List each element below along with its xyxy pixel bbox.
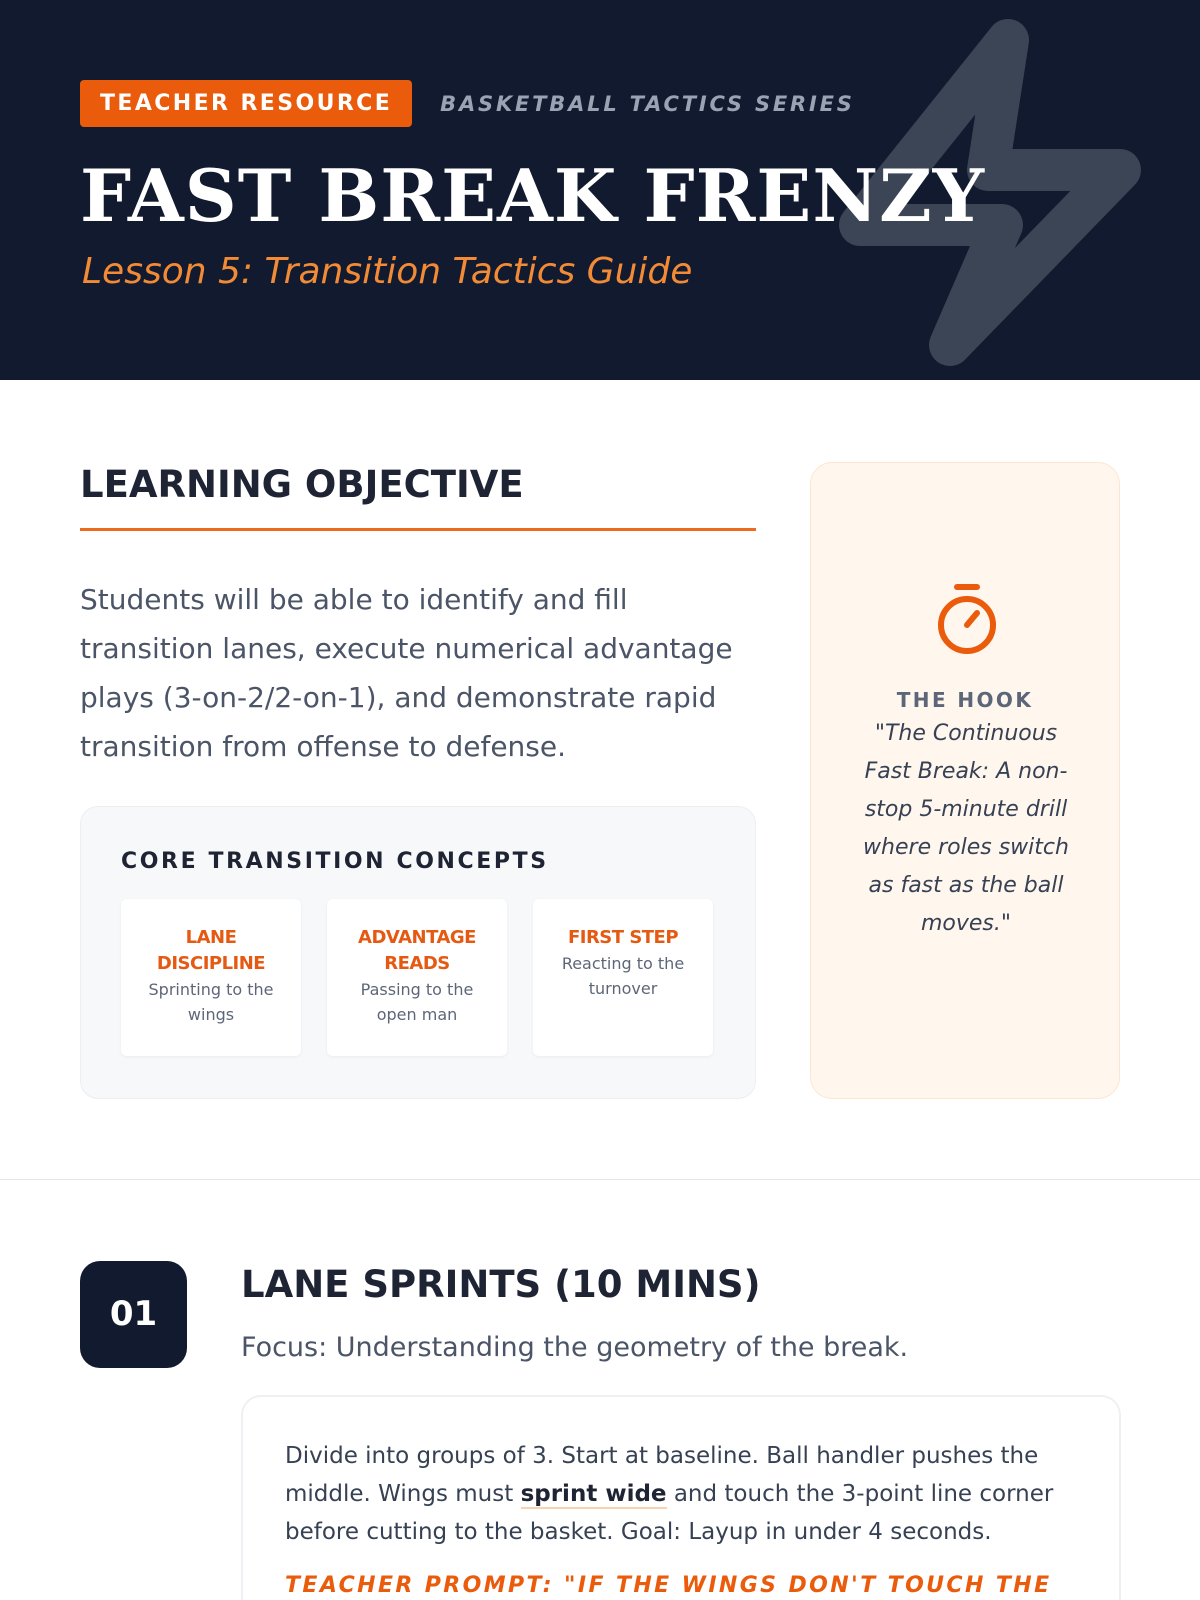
concept-name: LANE DISCIPLINE xyxy=(156,927,266,974)
concept-description: Reacting to the turnover xyxy=(561,954,685,998)
core-concepts-title: CORE TRANSITION CONCEPTS xyxy=(121,849,549,874)
concept-description: Passing to the open man xyxy=(360,980,474,1024)
stopwatch-icon xyxy=(935,581,999,657)
step-number-badge: 01 xyxy=(80,1261,187,1368)
section-divider xyxy=(0,1179,1200,1180)
learning-objective-heading: LEARNING OBJECTIVE xyxy=(80,462,756,531)
teacher-resource-badge: TEACHER RESOURCE xyxy=(80,80,412,127)
series-label: BASKETBALL TACTICS SERIES xyxy=(440,91,855,116)
concept-card-advantage-reads xyxy=(327,899,507,1056)
instructions-text-end: and touch the 3-point line corner before cutting to the basket. Goal: Layup in under 4 seconds. xyxy=(285,1481,1054,1545)
concept-description: Sprinting to the wings xyxy=(148,980,274,1024)
learning-objective-text: Students will be able to identify and fill transition lanes, execute numerical advantage plays (3-on-2/2-on-1), and demonstrate rapid transition from offense to defense. xyxy=(80,583,733,763)
hook-card xyxy=(810,462,1120,1099)
step-title: LANE SPRINTS (10 MINS) xyxy=(241,1263,761,1306)
instructions-text-start: Divide into groups of 3. Start at baseline. Ball handler pushes the middle. Wings must xyxy=(285,1443,1039,1507)
concept-name: ADVANTAGE READS xyxy=(358,927,476,974)
step-instructions xyxy=(285,1437,1079,1551)
header-banner xyxy=(0,0,1200,380)
concept-grid xyxy=(121,899,715,1056)
page-subtitle: Lesson 5: Transition Tactics Guide xyxy=(82,251,693,292)
learning-objective-section xyxy=(80,462,756,771)
core-concepts-panel xyxy=(80,806,756,1099)
hook-quote: "The Continuous Fast Break: A non-stop 5-minute drill where roles switch as fast as the ball moves." xyxy=(863,721,1069,936)
header-tags xyxy=(80,80,855,127)
concept-name: FIRST STEP xyxy=(567,927,679,948)
concept-card-first-step xyxy=(533,899,713,1056)
instructions-emphasis: sprint wide xyxy=(520,1481,667,1507)
teacher-prompt: TEACHER PROMPT: "IF THE WINGS DON'T TOUCH THE xyxy=(285,1573,1052,1598)
hook-label: THE HOOK xyxy=(896,688,1034,712)
page-title: FAST BREAK FRENZY xyxy=(80,153,986,238)
step-focus: Focus: Understanding the geometry of the break. xyxy=(241,1332,909,1363)
concept-card-lane-discipline xyxy=(121,899,301,1056)
step-instructions-card xyxy=(241,1395,1121,1600)
